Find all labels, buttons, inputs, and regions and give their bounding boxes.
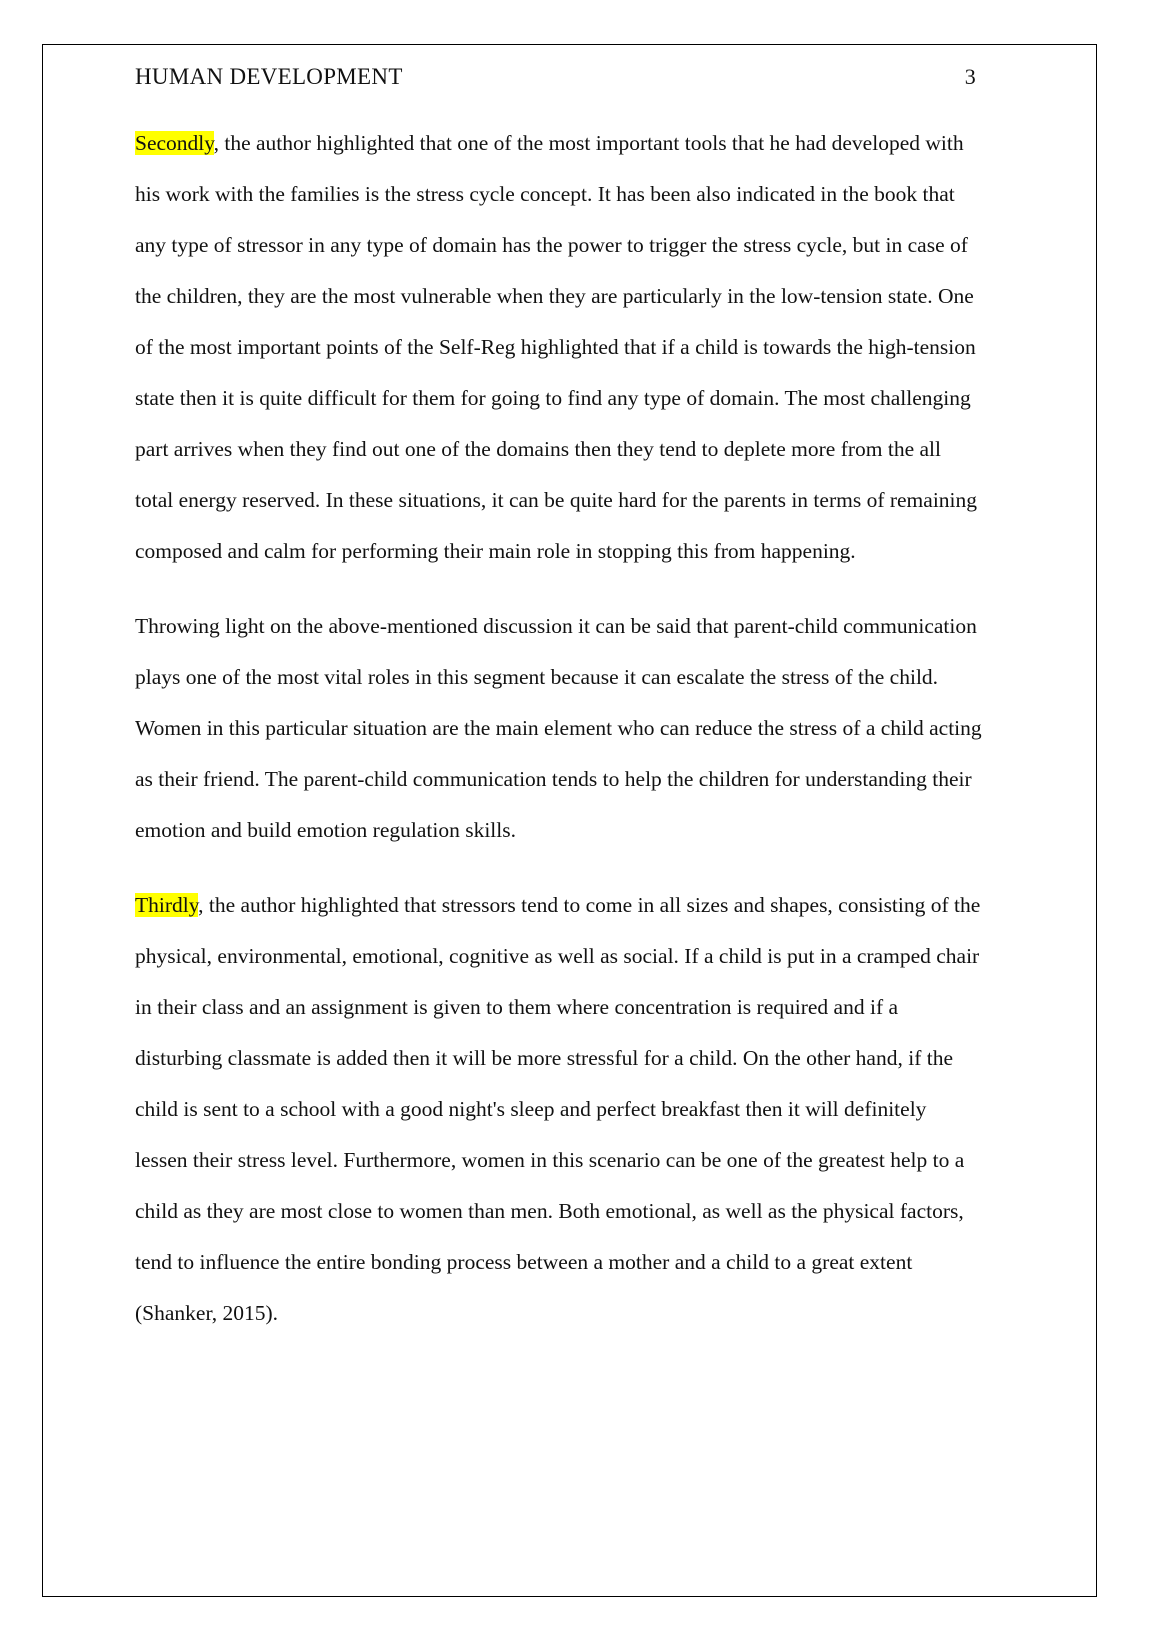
highlighted-text: Secondly xyxy=(135,131,214,155)
paragraph-3 xyxy=(135,880,983,1339)
running-head: HUMAN DEVELOPMENT xyxy=(135,64,403,89)
document-body xyxy=(135,118,983,1363)
page-number: 3 xyxy=(964,64,976,89)
paragraph-2 xyxy=(135,601,983,856)
highlighted-text: Thirdly xyxy=(135,893,199,917)
page-header xyxy=(135,64,980,90)
paragraph-text: Throwing light on the above-mentioned discussion it can be said that parent-child communication plays one of the most vital roles in this segment because it can escalate the stress of the child. Women in this particular situation are the main element who can reduce the stress of a child acting as their friend. The parent-child communication tends to help the children for understanding their emotion and build emotion regulation skills. xyxy=(135,614,982,842)
paragraph-1 xyxy=(135,118,983,577)
paragraph-text: , the author highlighted that one of the most important tools that he had developed with his work with the families is the stress cycle concept. It has been also indicated in the book that any type of stressor in any type of domain has the power to trigger the stress cycle, but in case of the children, they are the most vulnerable when they are particularly in the low-tension state. One of the most important points of the Self-Reg highlighted that if a child is towards the high-tension state then it is quite difficult for them for going to find any type of domain. The most challenging part arrives when they find out one of the domains then they tend to deplete more from the all total energy reserved. In these situations, it can be quite hard for the parents in terms of remaining composed and calm for performing their main role in stopping this from happening. xyxy=(135,131,978,563)
paragraph-text: , the author highlighted that stressors tend to come in all sizes and shapes, consisting of the physical, environmental, emotional, cognitive as well as social. If a child is put in a cramped chair in their class and an assignment is given to them where concentration is required and if a disturbing classmate is added then it will be more stressful for a child. On the other hand, if the child is sent to a school with a good night's sleep and perfect breakfast then it will definitely lessen their stress level. Furthermore, women in this scenario can be one of the greatest help to a child as they are most close to women than men. Both emotional, as well as the physical factors, tend to influence the entire bonding process between a mother and a child to a great extent (Shanker, 2015). xyxy=(135,893,981,1325)
